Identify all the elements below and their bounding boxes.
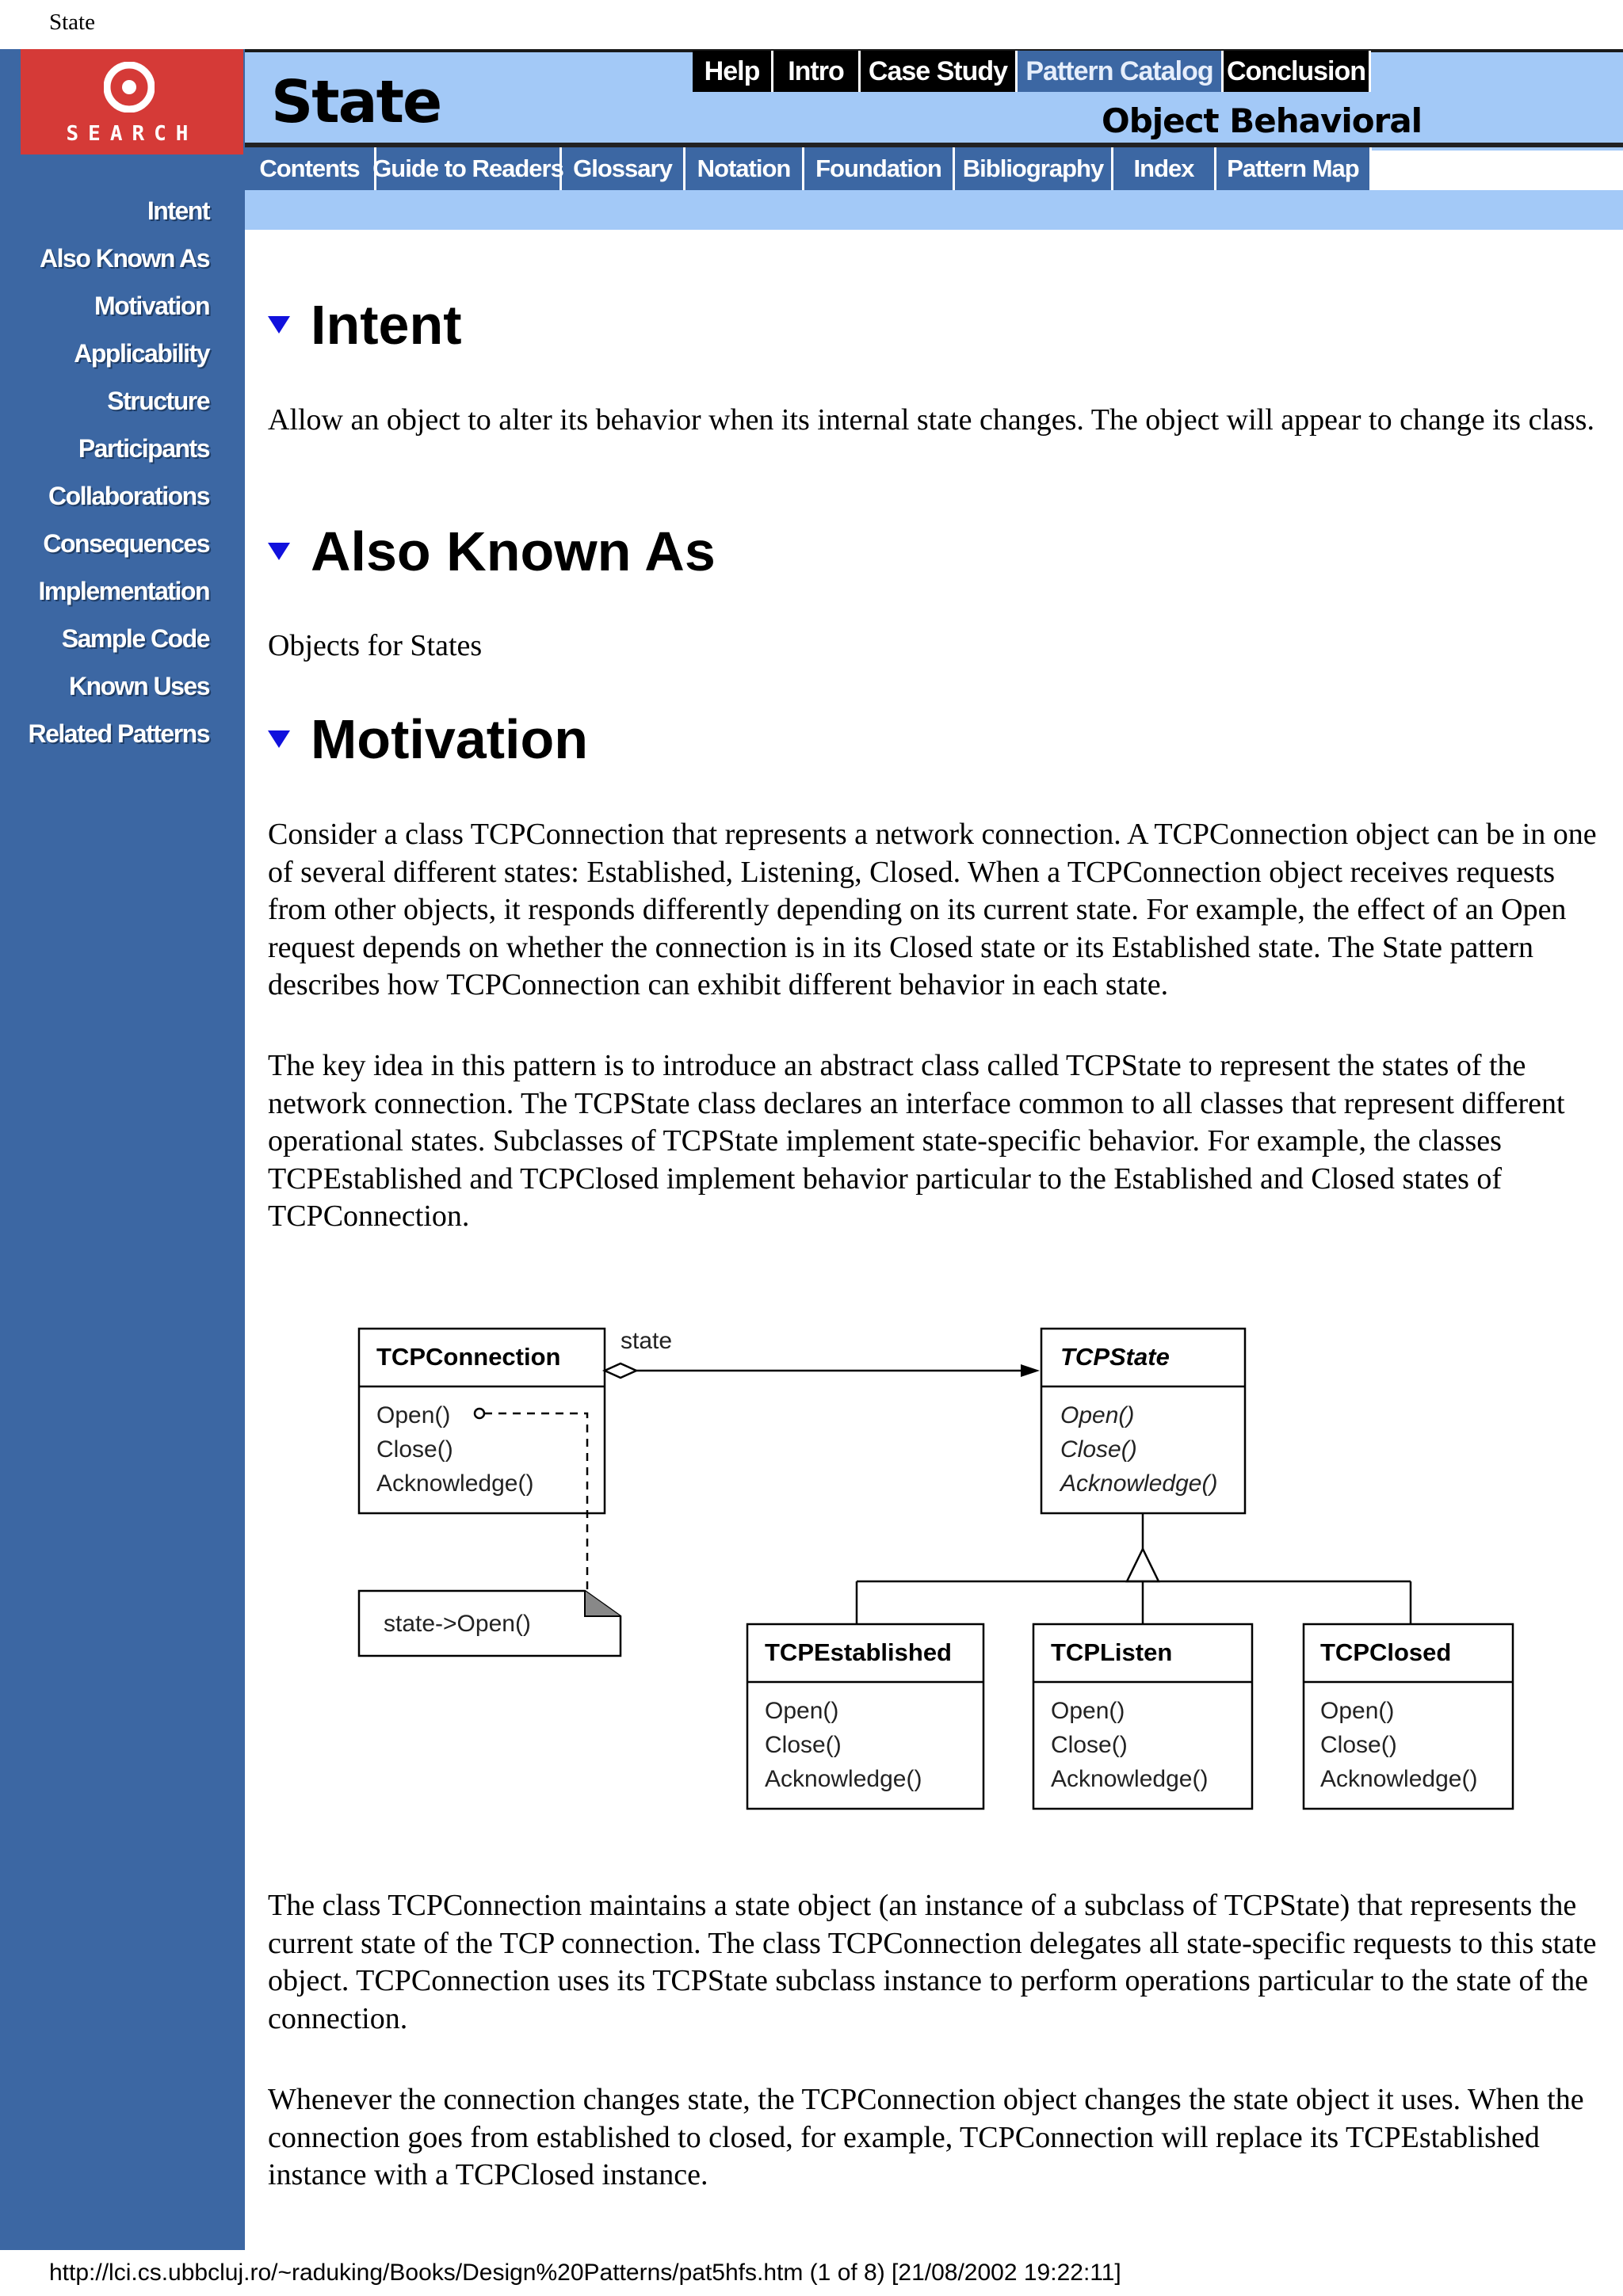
tab-intro[interactable]: Intro [773, 51, 861, 92]
section-heading-intent: Intent [311, 294, 462, 356]
intent-text: Allow an object to alter its behavior when its internal state changes. The object will appear to change its class. [268, 403, 1594, 437]
operation: Open() [376, 1402, 451, 1428]
operation: Acknowledge() [1320, 1766, 1478, 1792]
section-heading-also-known-as: Also Known As [311, 521, 716, 582]
motivation-paragraph-3: The class TCPConnection maintains a state object (an instance of a subclass of TCPState) that represents the current state of the TCP connection. The class TCPConnection delegates all state-specific requests to this state object. TCPConnection uses its TCPState subclass instance to perform operations particular to the state of the connection. [268, 1889, 1597, 2035]
nav-index[interactable]: Index [1113, 147, 1216, 190]
document-title: State [49, 10, 95, 35]
sidebar-item-participants[interactable]: Participants [78, 434, 209, 463]
nav-guide-to-readers[interactable]: Guide to Readers [376, 147, 562, 190]
nav-notation[interactable]: Notation [685, 147, 804, 190]
sidebar-item-also-known-as[interactable]: Also Known As [40, 244, 209, 273]
pattern-category: Object Behavioral [1102, 101, 1423, 140]
operation: Acknowledge() [765, 1766, 922, 1792]
operation: Close() [1051, 1732, 1128, 1758]
motivation-paragraph-1: Consider a class TCPConnection that represents a network connection. A TCPConnection object can be in one of several different states: Established, Listening, Closed. When a TCPConnection object receives requests from other objects, it responds differently depending on its current state. For example, the effect of an Open request depends on whether the connection is in its Closed state or its Established state. The State pattern describes how TCPConnection can exhibit different behavior in each state. [268, 818, 1597, 1001]
tab-pattern-catalog[interactable]: Pattern Catalog [1018, 51, 1224, 92]
collapse-arrow-icon[interactable] [268, 730, 290, 748]
operation: Open() [1051, 1698, 1125, 1724]
sidebar [0, 49, 245, 2250]
nav-foundation[interactable]: Foundation [804, 147, 955, 190]
tab-help[interactable]: Help [693, 51, 773, 92]
note-state-open [359, 1591, 621, 1656]
operation: Close() [1320, 1732, 1397, 1758]
inheritance-tree [857, 1513, 1411, 1624]
association-label: state [621, 1328, 673, 1354]
operation: Close() [376, 1436, 453, 1463]
sidebar-item-known-uses[interactable]: Known Uses [68, 672, 209, 700]
class-name: TCPConnection [376, 1343, 561, 1371]
header-strip [245, 190, 1623, 230]
collapse-arrow-icon[interactable] [268, 316, 290, 334]
section-heading-motivation: Motivation [311, 708, 588, 770]
class-tcpconnection [359, 1329, 605, 1513]
uml-class-diagram [349, 1315, 1522, 1822]
nav-pattern-map[interactable]: Pattern Map [1216, 147, 1372, 190]
class-name: TCPEstablished [765, 1638, 952, 1666]
association-state [605, 1328, 1040, 1378]
sidebar-item-collaborations[interactable]: Collaborations [48, 482, 209, 510]
nav-glossary[interactable]: Glossary [562, 147, 685, 190]
operation: Open() [765, 1698, 839, 1724]
class-tcpstate [1041, 1329, 1245, 1513]
footer-url: http://lci.cs.ubbcluj.ro/~raduking/Books/Design%20Patterns/pat5hfs.htm (1 of 8) [21/08/2002 19:22:11] [49, 2260, 1121, 2286]
sidebar-item-intent[interactable]: Intent [147, 196, 209, 225]
also-known-as-text: Objects for States [268, 629, 483, 662]
operation: Acknowledge() [1051, 1766, 1209, 1792]
class-name: TCPListen [1051, 1638, 1173, 1666]
search-label[interactable]: SEARCH [66, 122, 198, 146]
sidebar-item-implementation[interactable]: Implementation [38, 577, 209, 605]
collapse-arrow-icon[interactable] [268, 543, 290, 560]
page-title: State [271, 68, 441, 136]
operation: Acknowledge() [376, 1470, 534, 1497]
operation: Close() [765, 1732, 842, 1758]
operation: Open() [1320, 1698, 1395, 1724]
motivation-paragraph-4: Whenever the connection changes state, the TCPConnection object changes the state object it uses. When the connection goes from established to closed, for example, TCPConnection will replace its TCPEstablished instance with a TCPClosed instance. [268, 2083, 1584, 2191]
sidebar-item-related-patterns[interactable]: Related Patterns [28, 719, 209, 748]
operation: Open() [1060, 1402, 1135, 1428]
nav-contents[interactable]: Contents [245, 147, 376, 190]
sidebar-item-applicability[interactable]: Applicability [74, 339, 209, 368]
nav-bibliography[interactable]: Bibliography [955, 147, 1113, 190]
operation: Close() [1060, 1436, 1137, 1463]
sidebar-item-motivation[interactable]: Motivation [94, 292, 209, 320]
target-icon[interactable] [104, 62, 155, 113]
class-tcpestablished [747, 1624, 983, 1809]
sidebar-item-consequences[interactable]: Consequences [43, 529, 209, 558]
sidebar-item-structure[interactable]: Structure [107, 387, 209, 415]
operation: Acknowledge() [1060, 1470, 1218, 1497]
class-tcplisten [1033, 1624, 1252, 1809]
class-name: TCPState [1060, 1343, 1170, 1371]
tab-case-study[interactable]: Case Study [861, 51, 1018, 92]
motivation-paragraph-2: The key idea in this pattern is to introduce an abstract class called TCPState to represent the states of the network connection. The TCPState class declares an interface common to all classes that represent different operational states. Subclasses of TCPState implement state-specific behavior. For example, the classes TCPEstablished and TCPClosed implement behavior particular to the Established and Closed states of TCPConnection. [268, 1049, 1565, 1233]
sidebar-item-sample-code[interactable]: Sample Code [61, 624, 209, 653]
note-text: state->Open() [384, 1611, 531, 1637]
class-tcpclosed [1304, 1624, 1513, 1809]
class-name: TCPClosed [1320, 1638, 1452, 1666]
tab-conclusion[interactable]: Conclusion [1224, 51, 1371, 92]
